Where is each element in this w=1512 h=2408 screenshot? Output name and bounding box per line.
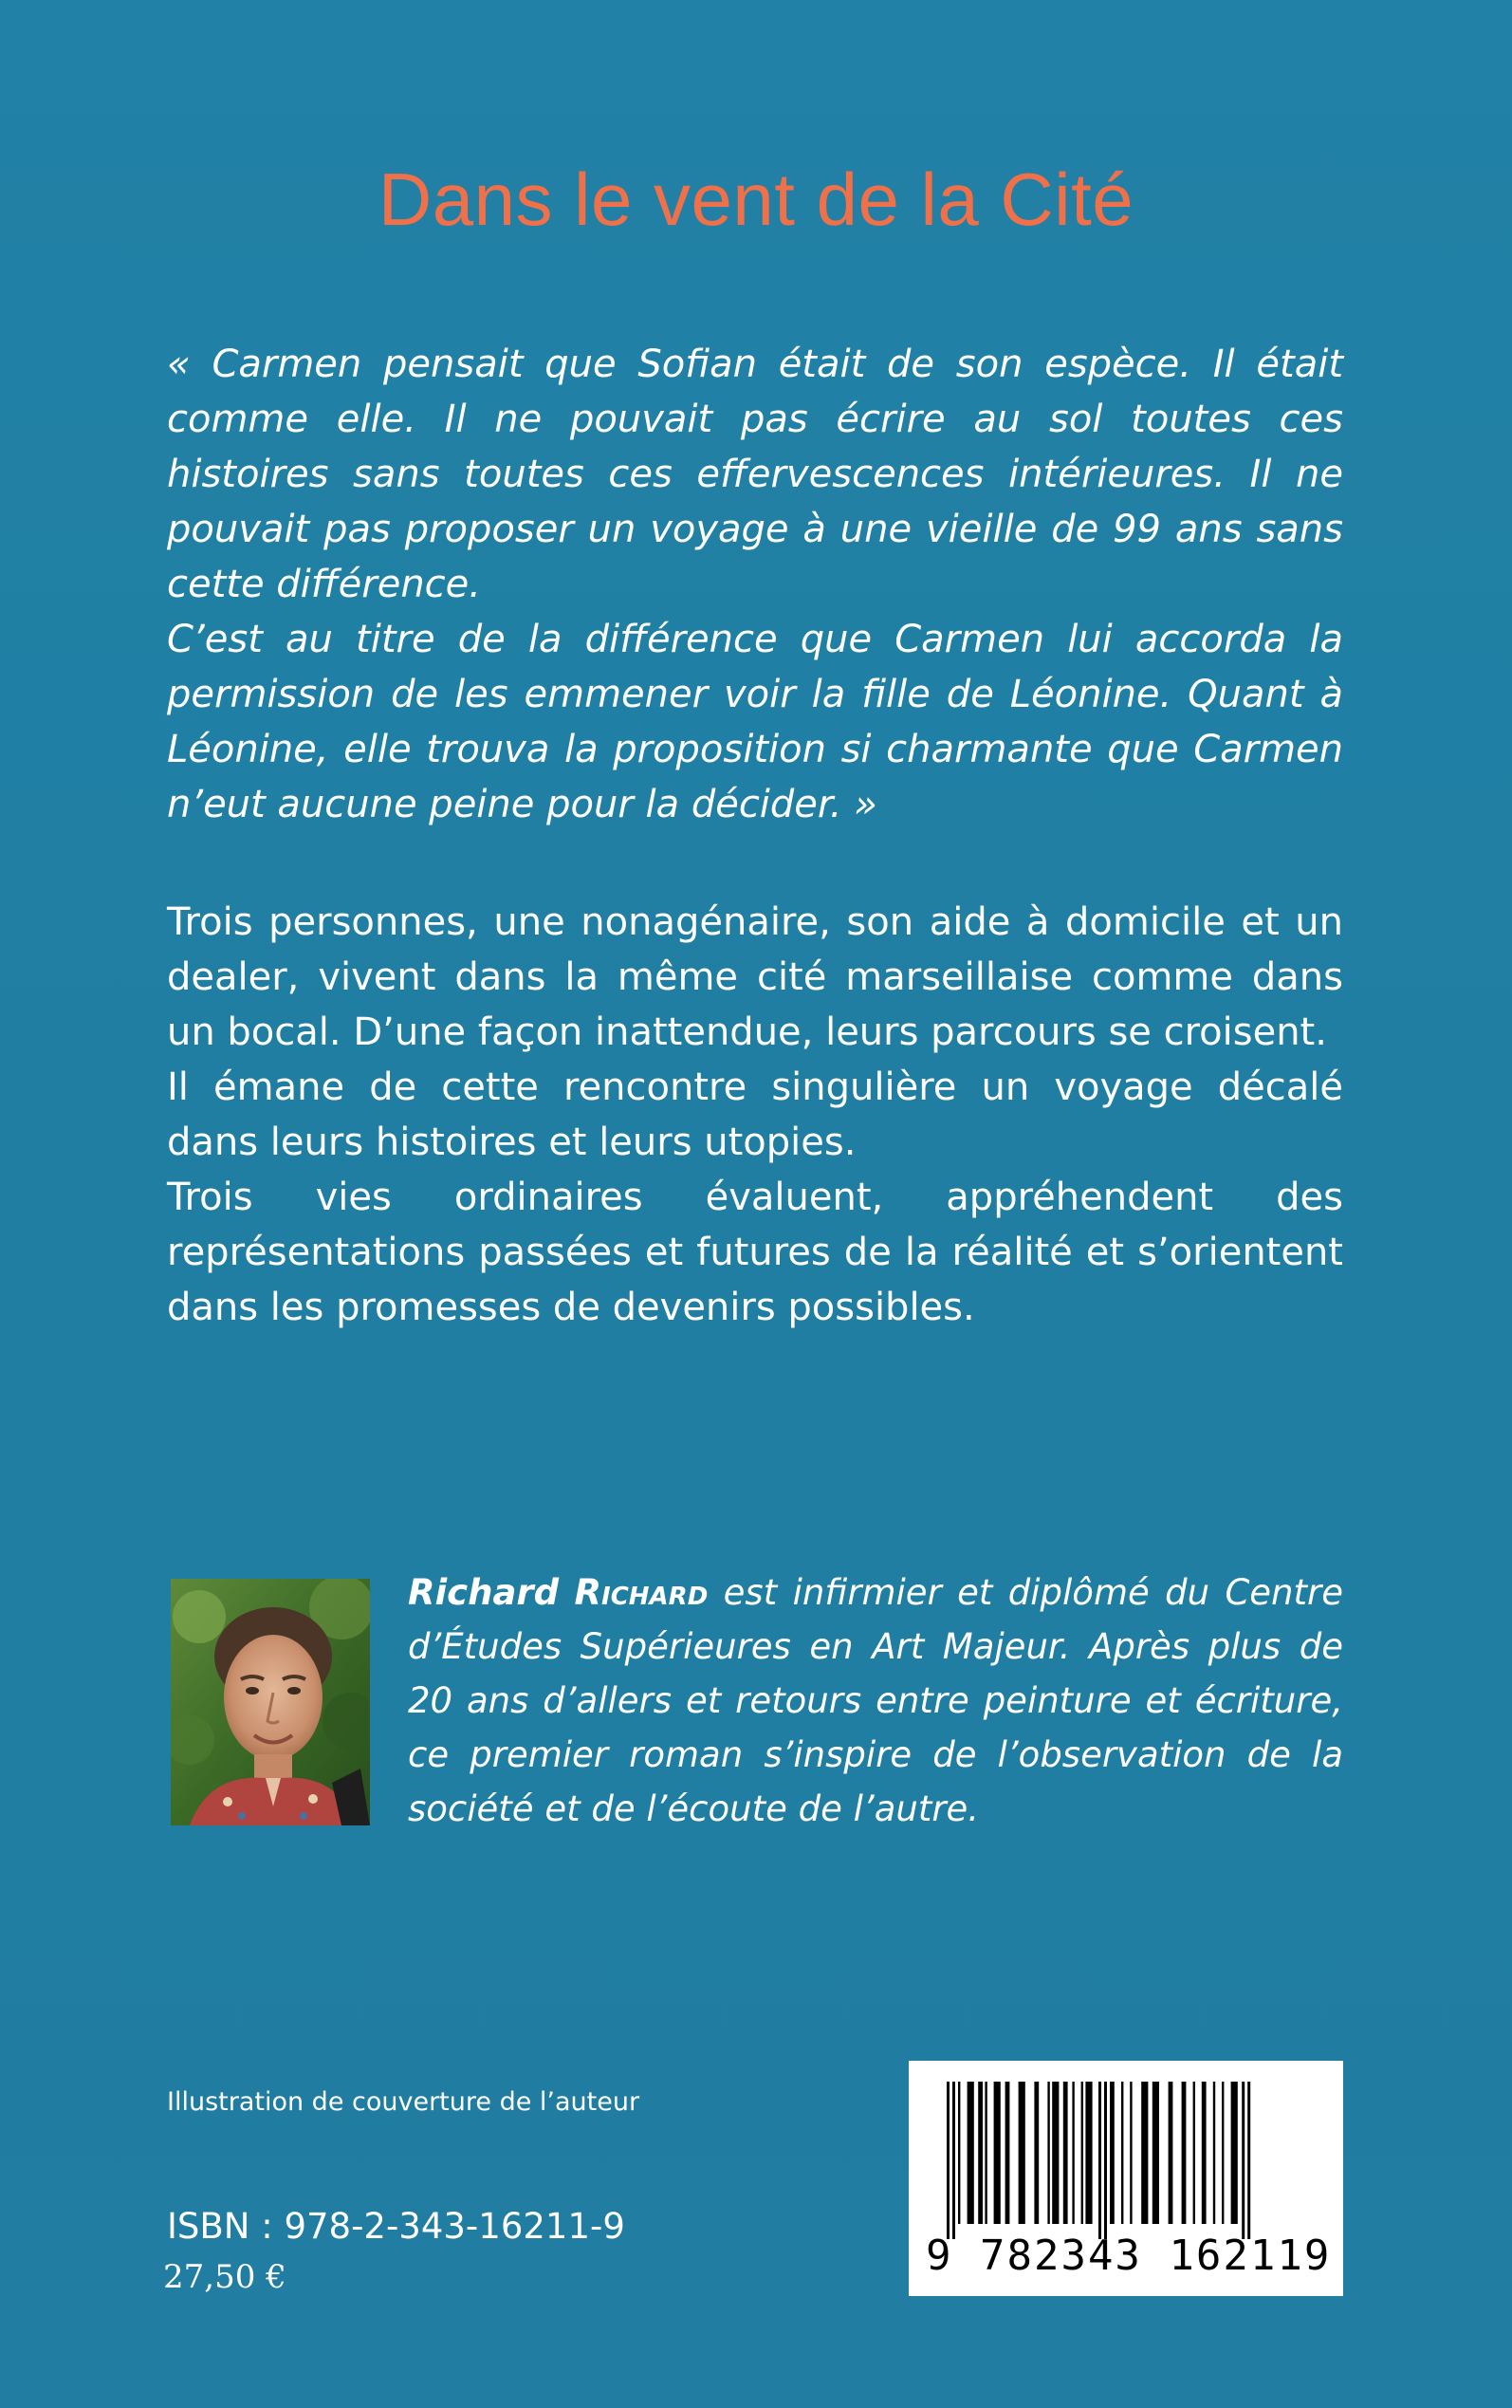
book-title: Dans le vent de la Cité bbox=[378, 157, 1134, 241]
barcode-bar bbox=[968, 2082, 974, 2224]
barcode-bar bbox=[1130, 2082, 1132, 2224]
barcode-bar bbox=[1072, 2082, 1074, 2224]
barcode-bar bbox=[1005, 2082, 1010, 2224]
barcode-bar bbox=[1202, 2082, 1207, 2224]
barcode-bar bbox=[1121, 2082, 1123, 2224]
barcode-bar bbox=[1169, 2082, 1173, 2224]
barcode-bar bbox=[1063, 2082, 1068, 2224]
barcode-bar bbox=[1052, 2082, 1059, 2224]
author-bio-body: est infirmier et diplômé du Centre d’Études Supérieures en Art Majeur. Après plus de 20 ans d’allers et retours entre peinture et écriture, ce premier roman s’inspire de l’observation de la société et de l’écoute de l’autre. bbox=[408, 1572, 1343, 1829]
barcode-bar bbox=[985, 2082, 986, 2224]
author-portrait-image bbox=[171, 1579, 370, 1825]
barcode-bar bbox=[947, 2082, 950, 2239]
barcode-bar bbox=[952, 2082, 955, 2239]
barcode-digits: 9 782343 162119 bbox=[926, 2232, 1332, 2280]
barcode-bar bbox=[1081, 2082, 1083, 2224]
barcode-bar bbox=[1213, 2082, 1215, 2224]
barcode-bar bbox=[994, 2082, 1001, 2224]
barcode-bar bbox=[1231, 2082, 1238, 2224]
barcode-bar bbox=[958, 2082, 960, 2224]
author-last-name: Richard bbox=[574, 1572, 709, 1613]
barcode-bar bbox=[1193, 2082, 1195, 2224]
barcode-bar bbox=[1110, 2082, 1115, 2224]
author-biography bbox=[408, 1565, 1343, 1836]
summary-paragraph-2: Il émane de cette rencontre singulière un voyage décalé dans leurs histoires et leurs utopies. bbox=[167, 1065, 1343, 1164]
quote-paragraph-2: C’est au titre de la différence que Carmen lui accorda la permission de les emmener voir la fille de Léonine. Quant à Léonine, elle trouva la proposition si charmante que Carmen n’eut aucune peine pour la décider. » bbox=[167, 618, 1343, 826]
summary-paragraph-3: Trois vies ordinaires évaluent, appréhendent des représentations passées et futures de la réalité et s’orientent dans les promesses de devenirs possibles. bbox=[167, 1176, 1343, 1329]
isbn-number: ISBN : 978-2-343-16211-9 bbox=[167, 2206, 625, 2247]
author-bio-text bbox=[408, 1565, 1343, 1836]
barcode-bar bbox=[1247, 2082, 1250, 2239]
barcode-bar bbox=[1104, 2082, 1107, 2239]
excerpt-quote bbox=[167, 337, 1343, 832]
author-photo bbox=[171, 1579, 370, 1825]
quote-paragraph-1: « Carmen pensait que Sofian était de son espèce. Il était comme elle. Il ne pouvait pas écrire au sol toutes ces histoires sans toutes ces effervescences intérieures. Il ne pouvait pas proposer un voyage à une vieille de 99 ans sans cette différence. bbox=[167, 343, 1343, 606]
barcode-bar bbox=[1141, 2082, 1148, 2224]
barcode bbox=[909, 2061, 1343, 2296]
barcode-bar bbox=[1222, 2082, 1224, 2224]
barcode-bar bbox=[1019, 2082, 1025, 2224]
barcode-bar bbox=[1098, 2082, 1101, 2239]
barcode-bar bbox=[1085, 2082, 1092, 2224]
barcode-bar bbox=[978, 2082, 983, 2224]
barcode-bar bbox=[1034, 2082, 1039, 2224]
barcode-bar bbox=[1047, 2082, 1049, 2224]
summary-paragraph-1: Trois personnes, une nonagénaire, son aide à domicile et un dealer, vivent dans la même cité marseillaise comme dans un bocal. D’une façon inattendue, leurs parcours se croisent. bbox=[167, 900, 1343, 1054]
author-first-name: Richard bbox=[408, 1572, 560, 1613]
barcode-bar bbox=[1242, 2082, 1245, 2239]
barcode-bar bbox=[1182, 2082, 1187, 2224]
book-price: 27,50 € bbox=[163, 2258, 286, 2296]
illustration-credit: Illustration de couverture de l’auteur bbox=[167, 2087, 640, 2117]
barcode-bar bbox=[1152, 2082, 1159, 2224]
book-summary bbox=[167, 895, 1343, 1335]
